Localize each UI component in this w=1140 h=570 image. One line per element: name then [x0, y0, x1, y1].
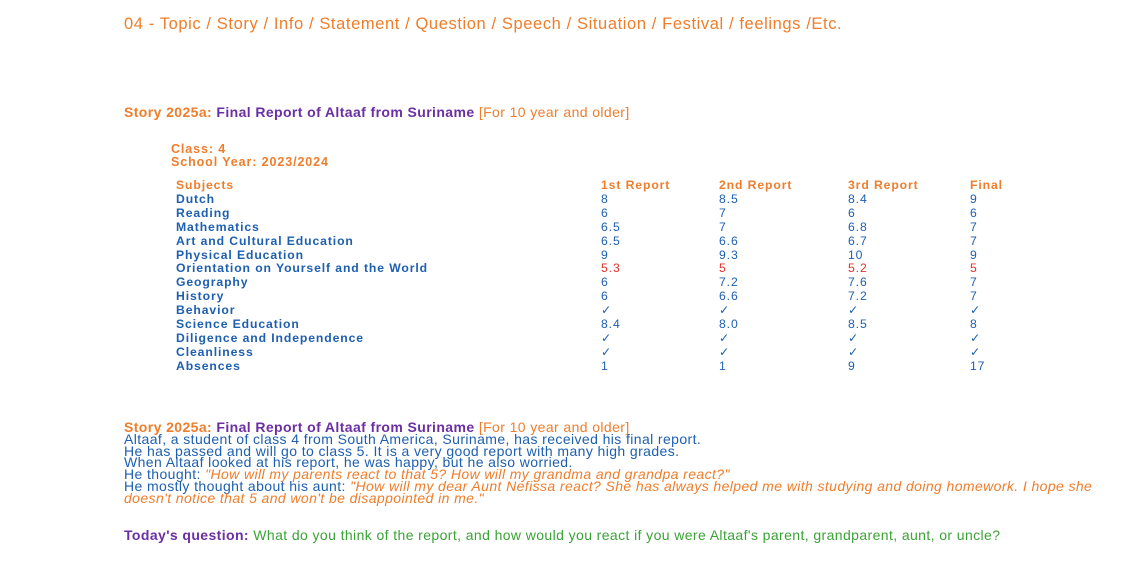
- table-header-row: [173, 179, 1047, 193]
- table-row: [173, 207, 1047, 221]
- aunt-quote: "How will my dear Aunt Nefissa react? She has always helped me with studying and doing homework. I hope she doesn't notice that 5 and won't be disappointed in me.": [124, 477, 1093, 506]
- story-label-repeat: Story 2025a:: [124, 419, 213, 435]
- grade-cell: 7: [970, 219, 978, 234]
- table-row: [173, 360, 1047, 374]
- grade-cell: 7: [970, 233, 978, 248]
- grade-cell: 9: [970, 191, 978, 206]
- grade-cell: 8.0: [719, 317, 739, 332]
- grade-cell: 17: [970, 358, 986, 373]
- grade-cell: 7.6: [848, 275, 868, 290]
- subject-name: Physical Education: [176, 247, 304, 262]
- table-row: [173, 346, 1047, 360]
- check-icon: ✓: [848, 330, 860, 345]
- grade-cell: 6.5: [601, 233, 621, 248]
- thought-intro: He thought:: [124, 466, 201, 483]
- subject-name: Cleanliness: [176, 344, 254, 359]
- grade-cell: 8: [970, 317, 978, 332]
- check-icon: ✓: [719, 303, 731, 318]
- story-title-repeat: Final Report of Altaaf from Suriname: [216, 419, 475, 435]
- subject-name: Art and Cultural Education: [176, 233, 354, 248]
- check-icon: ✓: [601, 330, 613, 345]
- story-block: [124, 419, 1114, 506]
- col-header-subjects: Subjects: [176, 178, 234, 192]
- class-info: [171, 143, 329, 169]
- grade-cell: 8: [601, 191, 609, 206]
- subject-name: Absences: [176, 358, 241, 373]
- grade-cell: 8.5: [848, 317, 868, 332]
- age-note: [For 10 year and older]: [478, 104, 630, 120]
- report-table-body: [173, 193, 1047, 374]
- table-row: [173, 235, 1047, 249]
- story-aunt: [124, 477, 1114, 506]
- subject-name: Orientation on Yourself and the World: [176, 261, 429, 276]
- table-row: [173, 276, 1047, 290]
- story-line-3: When Altaaf looked at his report, he was happy, but he also worried.: [124, 454, 573, 471]
- grade-cell: 7: [970, 275, 978, 290]
- class-label: Class: 4: [171, 142, 227, 156]
- school-year: School Year: 2023/2024: [171, 155, 329, 169]
- grade-cell: 10: [848, 247, 864, 262]
- story-line-1: Altaaf, a student of class 4 from South America, Suriname, has received his final report.: [124, 430, 702, 447]
- grade-cell: 8.4: [601, 317, 621, 332]
- grade-cell: 7.2: [848, 289, 868, 304]
- table-row: [173, 262, 1047, 276]
- grade-cell: 7.2: [719, 275, 739, 290]
- subject-name: Science Education: [176, 317, 300, 332]
- table-row: [173, 249, 1047, 263]
- grade-cell: 5.2: [848, 261, 868, 276]
- story-line-2: He has passed and will go to class 5. It is a very good report with many high grades.: [124, 442, 680, 459]
- col-header-final: Final: [970, 178, 1003, 192]
- check-icon: ✓: [601, 303, 613, 318]
- table-row: [173, 290, 1047, 304]
- check-icon: ✓: [970, 303, 982, 318]
- grade-cell: 8.5: [719, 191, 739, 206]
- grade-cell: 6.8: [848, 219, 868, 234]
- check-icon: ✓: [719, 330, 731, 345]
- grade-cell: 6: [601, 275, 609, 290]
- subject-name: Reading: [176, 205, 231, 220]
- table-row: [173, 332, 1047, 346]
- check-icon: ✓: [848, 303, 860, 318]
- grade-cell: 9: [970, 247, 978, 262]
- grade-cell: 9.3: [719, 247, 739, 262]
- grade-cell: 6.6: [719, 233, 739, 248]
- todays-question: [124, 529, 1114, 542]
- subject-name: History: [176, 289, 225, 304]
- story-title: Final Report of Altaaf from Suriname: [216, 104, 475, 120]
- col-header-1st-report: 1st Report: [601, 178, 671, 192]
- check-icon: ✓: [970, 344, 982, 359]
- subject-name: Mathematics: [176, 219, 260, 234]
- check-icon: ✓: [601, 344, 613, 359]
- subject-name: Geography: [176, 275, 249, 290]
- grade-cell: 6.6: [719, 289, 739, 304]
- grade-cell: 9: [601, 247, 609, 262]
- grade-cell: 9: [848, 358, 856, 373]
- report-table: [173, 179, 1047, 374]
- check-icon: ✓: [848, 344, 860, 359]
- grade-cell: 5: [970, 261, 978, 276]
- table-row: [173, 193, 1047, 207]
- grade-cell: 5: [719, 261, 727, 276]
- question-label: Today's question:: [124, 527, 249, 543]
- grade-cell: 1: [601, 358, 609, 373]
- grade-cell: 5.3: [601, 261, 621, 276]
- check-icon: ✓: [719, 344, 731, 359]
- aunt-intro: He mostly thought about his aunt:: [124, 477, 346, 494]
- check-icon: ✓: [970, 330, 982, 345]
- topic-header: [124, 17, 904, 32]
- grade-cell: 6: [970, 205, 978, 220]
- thought-quote: "How will my parents react to that 5? How will my grandma and grandpa react?": [205, 466, 730, 483]
- grade-cell: 6: [848, 205, 856, 220]
- grade-cell: 6: [601, 205, 609, 220]
- grade-cell: 1: [719, 358, 727, 373]
- subject-name: Dutch: [176, 191, 216, 206]
- story-heading: [124, 104, 630, 120]
- story-label: Story 2025a:: [124, 104, 213, 120]
- grade-cell: 7: [970, 289, 978, 304]
- table-row: [173, 304, 1047, 318]
- table-row: [173, 221, 1047, 235]
- subject-name: Behavior: [176, 303, 236, 318]
- age-note-repeat: [For 10 year and older]: [478, 419, 630, 435]
- grade-cell: 6: [601, 289, 609, 304]
- grade-cell: 6.7: [848, 233, 868, 248]
- question-text: What do you think of the report, and how would you react if you were Altaaf's parent, grandparent, aunt, or uncle?: [253, 527, 1001, 543]
- col-header-2nd-report: 2nd Report: [719, 178, 793, 192]
- grade-cell: 7: [719, 219, 727, 234]
- topic-line: 04 - Topic / Story / Info / Statement / Question / Speech / Situation / Festival / feelings /Etc.: [124, 15, 843, 33]
- col-header-3rd-report: 3rd Report: [848, 178, 919, 192]
- grade-cell: 6.5: [601, 219, 621, 234]
- table-row: [173, 318, 1047, 332]
- subject-name: Diligence and Independence: [176, 330, 364, 345]
- grade-cell: 8.4: [848, 191, 868, 206]
- grade-cell: 7: [719, 205, 727, 220]
